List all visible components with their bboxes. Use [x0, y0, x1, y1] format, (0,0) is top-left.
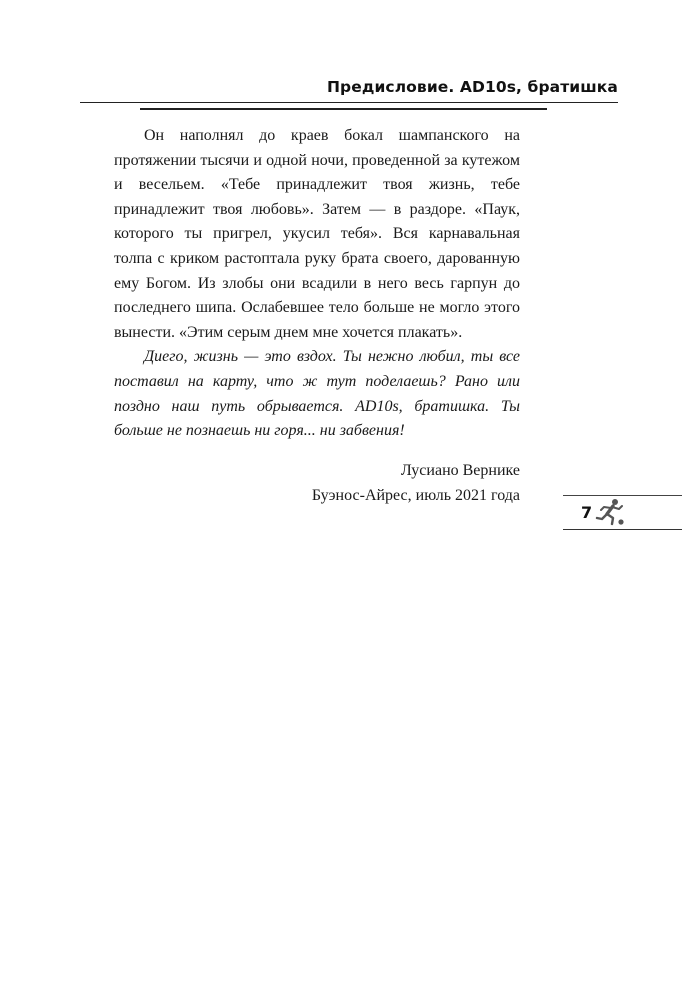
- page-title: Предисловие. AD10s, братишка: [326, 78, 618, 96]
- body-text: [114, 124, 520, 444]
- signature: [312, 458, 520, 508]
- page-marker-rule-top: [563, 495, 682, 496]
- page-number: 7: [581, 503, 593, 522]
- running-header: [80, 76, 618, 104]
- paragraph-italic: Диего, жизнь — это вздох. Ты нежно любил, ты все поставил на карту, что ж тут поделаешь? Рано или поздно наш путь обрывается. AD10s, братишка. Ты больше не познаешь ни горя... ни забвения!: [114, 348, 520, 440]
- header-rule-secondary: [140, 108, 547, 110]
- header-rule: [80, 102, 618, 103]
- signature-author: Лусиано Вернике: [400, 462, 520, 479]
- page-marker: [563, 488, 682, 536]
- page-marker-rule-bottom: [563, 529, 682, 530]
- running-footballer-icon: [594, 498, 626, 526]
- signature-place-date: Буэнос-Айрес, июль 2021 года: [311, 487, 520, 504]
- paragraph-main: Он наполнял до краев бокал шампанского на протяжении тысячи и одной ночи, проведенной за кутежом и весельем. «Тебе принадлежит твоя жизнь, тебе принадлежит твоя любовь». Затем — в раздоре. «Паук, которого ты пригрел, укусил тебя». Вся карнавальная толпа с криком растоптала руку брата своего, дарованную ему Богом. Из злобы они всадили в него весь гарпун до последнего шипа. Ослабевшее тело больше не могло этого вынести. «Этим серым днем мне хочется плакать».: [114, 127, 520, 341]
